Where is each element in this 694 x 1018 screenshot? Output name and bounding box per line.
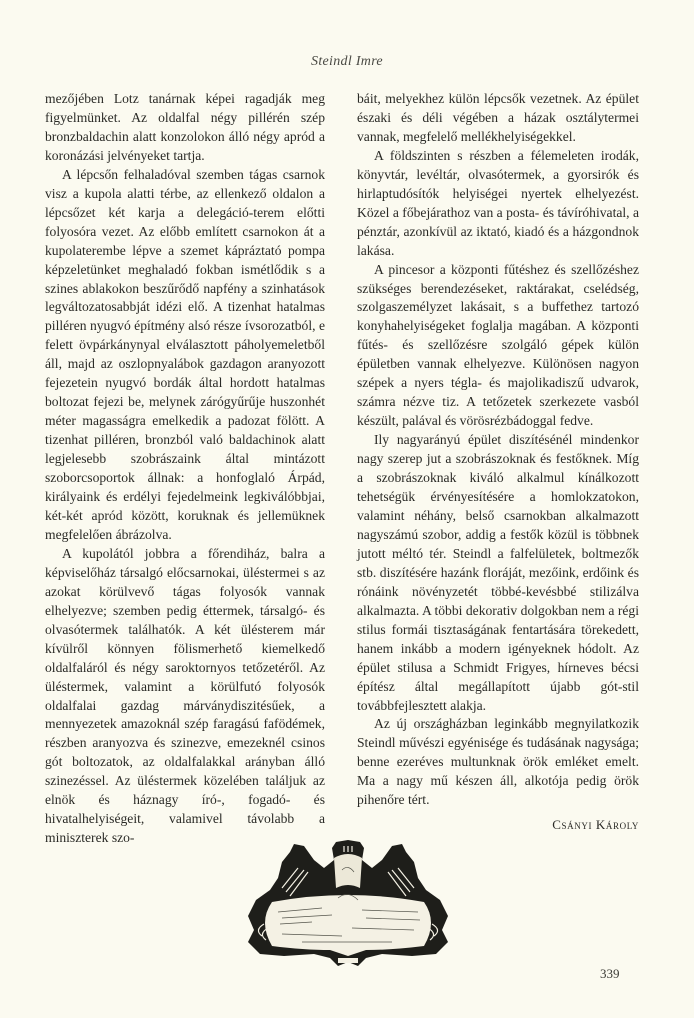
paragraph: Az új országházban leginkább megnyilatkozik Steindl művészi egyénisége és tudásának nagysága; benne ezeréves multunknak örök emléket emelt. Ma a nagy mű készen áll, alkotója pedig örök pihenőre tért. xyxy=(357,716,639,808)
running-head: Steindl Imre xyxy=(311,54,383,69)
paragraph: A kupolától jobbra a főrendiház, balra a képviselőház társalgó előcsarnokai, üléstermei s az azokat körülvevő tágas folyosók vannak elhelyezve; szemben pedig éttermek, társalgó- és olvasótermek találhatók. A két ülésterem már kívülről könnyen fölismerhető kiemelkedő oldalfaláról és négy saroktornyos tetőzetéről. Az üléstermek, valamint a körülfutó folyosók oldalfalai gazdag márványdiszitésűek, a mennyezetek amazoknál szép faragású fafödémek, részben aranyozva és szinezve, emezeknél csinos gót boltozatok, az oldalfalakkal arányban álló szinezéssel. Az üléstermek közelében találjuk az elnök és háznagy író-, fogadó- és hivatalhelyiségeit, valamivel távolabb a miniszterek szo- xyxy=(45,545,325,846)
paragraph: A földszinten s részben a félemeleten irodák, könyvtár, levéltár, olvasótermek, a gyorsirók és hirlaptudósítók helyiségei nyertek elhelyezést. Közel a főbejárathoz van a posta- és távíróhivatal, a pénztár, azonkívül az iktató, kiadó és a házgondnok lakása. xyxy=(357,147,639,258)
page-number: 339 xyxy=(600,966,620,981)
author-signature: Csányi Károly xyxy=(552,817,639,833)
paragraph: mezőjében Lotz tanárnak képei ragadják meg figyelmünket. Az oldalfal négy pillérén szép bronzbaldachin alatt konzolokon álló négy apród a koronázási jelvényeket tartja. xyxy=(45,91,325,163)
paragraph: báit, melyekhez külön lépcsők vezetnek. Az épület északi és déli végében a házak osztálytermei vannak, megfelelő mellékhelyiségekkel. xyxy=(357,91,639,144)
art-nouveau-ornament-icon xyxy=(242,838,454,968)
left-column xyxy=(45,90,325,848)
paragraph: A pincesor a központi fűtéshez és szellőzéshez szükséges berendezéseket, raktárakat, cselédség, szolgaszemélyzet lakásait, s a buffethez tartozó konyhahelyiségeket foglalja magában. A központi fűtés- és szellőzésre szolgáló gépek külön épületben vannak elhelyezve. Különösen nagyon szépek a nyers tégla- és majolikadiszű udvarok, számra nézve tiz. A tetőzetek szerkezete vasból készült, palával és vörösrézbádoggal fedve. xyxy=(357,261,639,429)
paragraph: A lépcsőn felhaladóval szemben tágas csarnok visz a kupola alatti térbe, az ellenkező oldalon a lépcsőzet két karja a delegáció-terem előtti folyosóra vezet. Az előbb említett csarnokon át a kupolaterembe lépve a szemet kápráztató pompa képzeletünket meghaladó fokban ismétlődik s a szines ablakokon beszűrődő napfény a szinhatások legváltozatosabbját idézi elő. A tizenhat hatalmas pilléren nyugvó építmény alsó része ívsorozatból, e felett övpárkánynyal elválasztott páholyemeletből áll, majd az oszlopnyalábok gazdagon aranyozott fejezetein nyugvó bordák által hordott hatalmas boltozat fejezi be, melynek zárógyűrűje huszonhét méter magasságra emelkedik a padozat fölött. A tizenhat pilléren, bronzból való baldachinok alatt legjelesebb szobrászaink által mintázott szoborcsoportok állnak: a honfoglaló Árpád, királyaink és erdélyi fejedelmeink legkiválóbbjai, két-két apród között, koruknak és jellemüknek megfelelően ábrázolva. xyxy=(45,166,325,542)
paragraph: Ily nagyarányú épület diszítésénél mindenkor nagy szerep jut a szobrászoknak és festőknek. Míg a szobrászoknak kiváló alkalmul kínálkozott tehetségük érvényesítésére a homlokzatokon, valamint néhány, belső csarnokban alkalmazott nagyszámú szobor, addig a festők közül is többnek jutott méltó tér. Steindl a falfelületek, boltmezők stb. diszítésére hazánk floráját, mezőink, erdőink és rónáink növényzetét többé-kevésbbé stilizálva alkalmazta. A többi dekorativ dolgokban nem a régi stilus formái tisztaságának fentartására törekedett, hanem inkább a modern igényeknek hódolt. Az épület stilusa a Schmidt Frigyes, hírneves bécsi építész által megállapított újabb gót-stil továbbfejlesztett alakja. xyxy=(357,432,639,713)
right-column xyxy=(357,90,639,835)
